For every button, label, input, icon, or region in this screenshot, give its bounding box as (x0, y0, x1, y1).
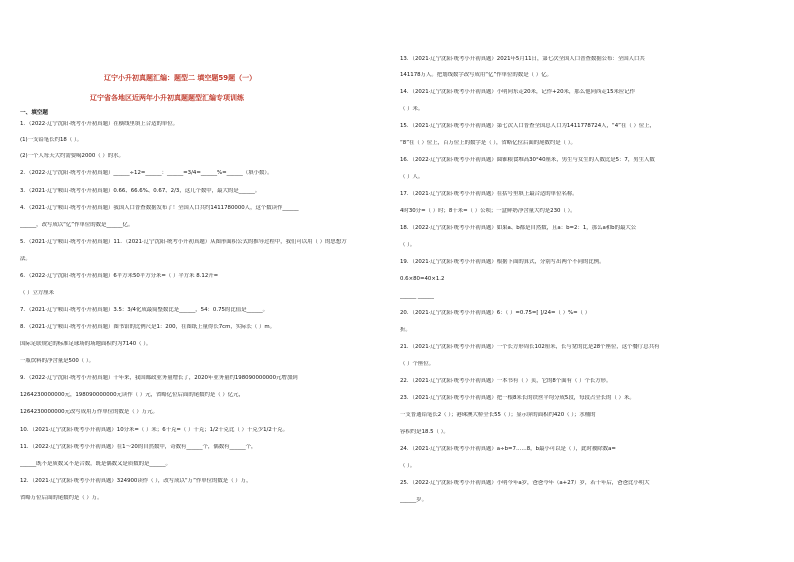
question-line: 21．（2021·辽宁沈阳·统考小升初真题）一个长方形周长102厘米，长与宽的比是28个座位，这个餐厅总共有 (400, 344, 660, 350)
question-line: 1264230000000元改写成用万作单位的数是（ ）万元。 (20, 409, 158, 415)
question-line: 22．（2021·辽宁沈阳·统考小升初真题）一本书有（ ）页，它的8个面有（ ）个长方形。 (400, 378, 612, 384)
question-line: 16．（2022·辽宁沈阳·统考小升初真题）圆锥粮食堆高30°40厘米，男生与女生的人数比是5：7，男生人数 (400, 157, 655, 163)
question-line: 9．（2022·辽宁沈阳·统考小升初真题）十年来，我国邮政业务量增长了，2020年业务量约198090000000元增加到 (20, 375, 298, 381)
question-line: 法。 (20, 256, 31, 262)
question-line: 20．（2021·辽宁沈阳·统考小升初真题）6：（ ）=0.75=[ ]/24=（ ）%=（ ） (400, 310, 591, 316)
question-line: 25．（2022·辽宁沈阳·统考小升初真题）小明今年a岁，爸爸今年（a+27）岁，若干年后，爸爸比小明大 (400, 480, 650, 486)
question-line: （ ）米。 (400, 106, 424, 112)
question-line: （ ）人。 (400, 174, 424, 180)
section-heading: 一、填空题 (20, 110, 48, 116)
question-line: 1．（2022·辽宁沈阳·统考小升初真题）在横线里填上合适的单位。 (20, 121, 179, 127)
question-line: 23．（2021·辽宁沈阳·统考小升初真题）把一根8米长的铁丝平均分成5段，每段占全长的（ ）米。 (400, 395, 635, 401)
question-line: 7．（2021·辽宁鞍山·统考小升初真题）3.5：3/4化成最简整数比是______，54：0.75的比值是______。 (20, 307, 269, 313)
question-line: 6．（2022·辽宁沈阳·统考小升初真题）6平方米50平方分米=（ ）平方米 8.12升= (20, 273, 219, 279)
question-line: 省略万位后面的尾数约是（ ）万。 (20, 495, 103, 501)
question-line: 容积约是18.5（ ）。 (400, 429, 449, 435)
question-line: ______岁。 (400, 497, 427, 503)
question-line: 国际足联规定的标准足球场的场地面积约为7140（ ）。 (20, 341, 152, 347)
question-line: （ ）。 (400, 242, 416, 248)
doc-subtitle: 辽宁省各地区近两年小升初真题题型汇编专项训练 (90, 94, 244, 102)
question-line: 17．（2021·辽宁沈阳·统考小升初真题）在括号里填上最合适的单位名称。 (400, 191, 578, 197)
question-line: 11．（2022·辽宁沈阳·统考小升初真题）在1～20的自然数中，奇数有______个，偶数有______个， (20, 444, 257, 450)
question-line: ______ ______ (400, 293, 435, 299)
question-line: (2)一个人每天大约需要喝2000（ ）的水。 (20, 153, 124, 159)
question-line: 4．（2021·辽宁鞍山·统考小升初真题）我国人口普查数据发布了！全国人口共约1411780000人，这个数读作______ (20, 205, 299, 211)
question-line: 13．（2021·辽宁沈阳·统考小升初真题）2021年5月11日，第七次全国人口普查数据公布：全国人口共 (400, 56, 645, 62)
question-line: 一瓶饮料的净含量是500（ ）。 (20, 358, 94, 364)
question-line: 24．（2021·辽宁沈阳·统考小升初真题）a÷b=7……8，b最小可以是（ ），此时被除数a= (400, 446, 616, 452)
question-line: （ ）立方厘米 (20, 290, 55, 296)
question-line: “8”在（ ）位上，百万位上的数字是（ ），省略亿位后面的尾数约是（ ）。 (400, 140, 576, 146)
question-line: 2．（2022·辽宁沈阳·统考小升初真题）______÷12=______：______=3/4=______%=______（填小数）。 (20, 170, 273, 176)
question-line: ______既不是质数又不是合数，既是偶数又是质数的是______。 (20, 461, 171, 467)
doc-title: 辽宁小升初真题汇编：题型二 填空题59题（一） (104, 74, 257, 82)
question-line: 8．（2021·辽宁鞍山·统考小升初真题）图书馆的比例尺是1：200，在图纸上量得长7cm，实际长（ ）m。 (20, 324, 276, 330)
question-line: 14．（2021·辽宁沈阳·统考小升初真题）小明向东走20米，记作+20米，那么他向西走15米应记作 (400, 89, 636, 95)
question-line: 0.6×80=40×1.2 (400, 276, 445, 282)
question-line: 1264230000000元，198090000000元读作（ ）元，省略亿位后面的尾数约是（ ）亿元， (20, 392, 244, 398)
question-line: 18．（2022·辽宁沈阳·统考小升初真题）如果a、b都是自然数，且a：b=2：1，那么a和b的最大公 (400, 225, 637, 231)
question-line: 15．（2021·辽宁沈阳·统考小升初真题）第七次人口普查全国总人口为1411778724人，“4”在（ ）位上， (400, 123, 656, 129)
question-line: （ ）个座位。 (400, 361, 435, 367)
question-line: 一支普通铅笔长2（ ）；港珠澳大桥全长55（ ）；显示屏的面积约420（ ）；水桶的 (400, 412, 596, 418)
question-line: 10．（2021·辽宁沈阳·统考小升初真题）10分米=（ ）米；6千克=（ ）千克；1/2千克比（ ）千克少1/2千克。 (20, 427, 288, 433)
question-line: 12．（2021·辽宁沈阳·统考小升初真题）324900读作（ ），改写成以“万”作单位的数是（ ）万， (20, 478, 252, 484)
question-line: (1)一支铅笔长约18（ ）。 (20, 137, 83, 143)
question-line: （ ）。 (400, 463, 416, 469)
question-line: 141178万人。把划线数字改写成用“亿”作单位的数是（ ）亿。 (400, 72, 552, 78)
question-line: 3．（2021·辽宁鞍山·统考小升初真题）0.66、66.6%、0.67、2/3，这几个数中，最大的是______。 (20, 188, 261, 194)
question-line: ______，改写成以“亿”作单位的数是______亿。 (20, 222, 134, 228)
question-line: 5．（2021·辽宁鞍山·统考小升初真题）11．（2021·辽宁沈阳·统考小升初真题）从图形面积公式的推导过程中，我们可以用（ ）的思想方 (20, 239, 347, 245)
question-line: 19．（2021·辽宁沈阳·统考小升初真题）根据下面的算式，分别写出两个不同的比例。 (400, 259, 605, 265)
question-line: 折。 (400, 327, 411, 333)
question-line: 4时30分=（ ）时；8千米=（ ）公顷；一盒鲜奶净含量大约是230（ ）。 (400, 208, 576, 214)
